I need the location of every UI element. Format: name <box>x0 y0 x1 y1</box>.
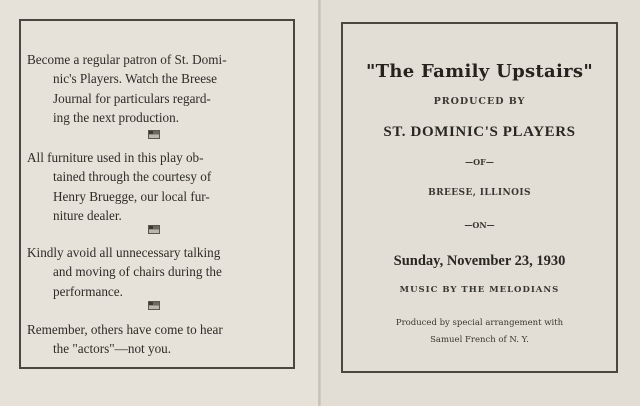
quiet-notice-line-2: and moving of chairs during the <box>53 264 222 280</box>
remember-notice-line-1: Remember, others have come to hear <box>27 322 223 337</box>
remember-notice <box>27 320 289 359</box>
company-name: ST. DOMINIC'S PLAYERS <box>383 124 576 140</box>
music-credit: MUSIC BY THE MELODIANS <box>399 285 560 295</box>
furniture-notice-line-2: tained through the courtesy of <box>53 169 212 185</box>
furniture-notice-line-4: niture dealer. <box>53 208 122 224</box>
play-title: "The Family Upstairs" <box>365 61 593 82</box>
remember-notice-line-2: the "actors"—not you. <box>53 341 172 357</box>
furniture-notice-line-3: Henry Bruegge, our local fur- <box>53 188 210 204</box>
flag-icon <box>148 130 160 139</box>
performance-date: Sunday, November 23, 1930 <box>393 253 566 269</box>
patron-notice-line-3: Journal for particulars regard- <box>53 90 211 106</box>
quiet-notice <box>27 243 289 301</box>
quiet-notice-line-1: Kindly avoid all unnecessary talking <box>27 245 221 260</box>
of-separator: —OF— <box>465 157 494 167</box>
patron-notice <box>27 50 289 128</box>
arrangement-line-2: Samuel French of N. Y. <box>430 335 529 345</box>
arrangement-line-1: Produced by special arrangement with <box>395 318 564 328</box>
patron-notice-line-2: nic's Players. Watch the Breese <box>53 71 218 87</box>
flag-icon <box>148 301 160 310</box>
quiet-notice-line-3: performance. <box>53 283 123 299</box>
patron-notice-line-1: Become a regular patron of St. Domi- <box>27 52 227 67</box>
flag-icon <box>148 225 160 234</box>
furniture-notice <box>27 148 289 226</box>
produced-by-label: PRODUCED BY <box>433 96 526 107</box>
center-fold <box>318 0 321 406</box>
on-separator: —ON— <box>464 220 495 230</box>
patron-notice-line-4: ing the next production. <box>53 110 179 126</box>
furniture-notice-line-1: All furniture used in this play ob- <box>27 150 204 165</box>
town-name: BREESE, ILLINOIS <box>428 188 531 198</box>
